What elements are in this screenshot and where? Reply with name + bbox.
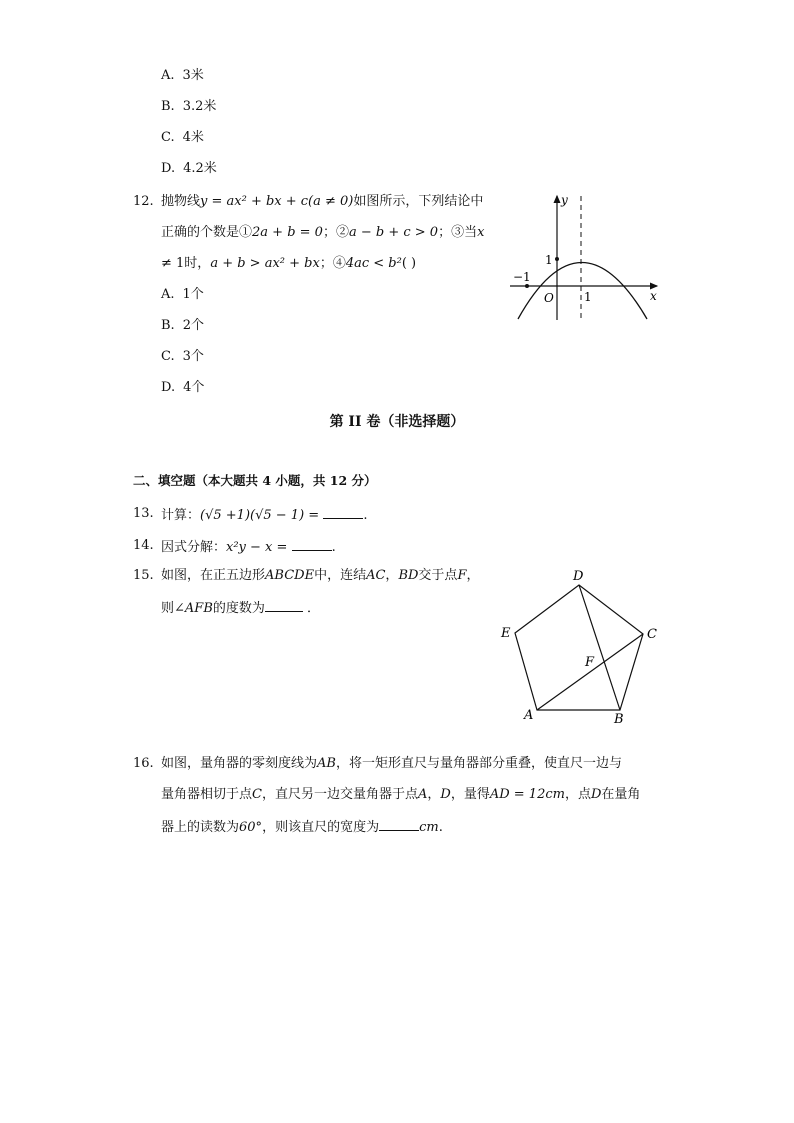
section-2-heading: 二、填空题（本大题共 4 小题，共 12 分） [133, 473, 377, 488]
q16-answer-blank [379, 817, 419, 831]
q12-line-1: 抛物线y = ax² + bx + c(a ≠ 0)如图所示，下列结论中 [161, 194, 484, 209]
label-y-one: 1 [545, 253, 553, 267]
q13-number: 13. [133, 506, 154, 521]
q14-number: 14. [133, 538, 154, 553]
q11-option-b: B. 3.2米 [161, 99, 217, 114]
q12-option-c: C. 3个 [161, 349, 204, 364]
q12-option-b: B. 2个 [161, 318, 204, 333]
diagonal-bd [579, 585, 620, 710]
q15-number: 15. [133, 568, 154, 583]
q11-option-a: A. 3米 [161, 68, 204, 83]
q15-line-1: 如图，在正五边形ABCDE中，连结AC，BD交于点F， [161, 568, 480, 583]
q11-option-c: C. 4米 [161, 130, 204, 145]
vertex-label-a: A [524, 708, 534, 723]
q12-option-d: D. 4个 [161, 380, 205, 395]
point-label-f: F [585, 655, 595, 670]
label-y: y [561, 193, 568, 207]
q16-line-3: 器上的读数为60°，则该直尺的宽度为 cm. [161, 817, 443, 837]
label-x: x [650, 289, 657, 303]
label-x-one: 1 [584, 290, 592, 304]
label-neg-one: −1 [513, 270, 531, 284]
q15-answer-blank [265, 598, 303, 612]
vertex-label-d: D [573, 569, 584, 584]
q12-line-3: ≠ 1时，a + b > ax² + bx；④4ac < b²( ) [161, 256, 417, 271]
vertex-label-b: B [614, 712, 624, 727]
q12-line-2: 正确的个数是①2a + b = 0；②a − b + c > 0；③当x [161, 225, 485, 240]
q13-answer-blank [323, 505, 363, 519]
point-y-one [555, 257, 559, 261]
parabola-curve [518, 263, 647, 320]
q12-option-a: A. 1个 [161, 287, 204, 302]
q15-line-2: 则∠AFB的度数为 ． [161, 598, 320, 618]
q12-number: 12. [133, 194, 154, 209]
q14-text: 因式分解：x²y − x = . [161, 537, 336, 557]
q14-answer-blank [292, 537, 332, 551]
q13-text: 计算：(√5 +1)(√5 − 1) = . [161, 505, 367, 525]
q15-pentagon-figure [495, 565, 670, 730]
q12-parabola-graph [505, 190, 670, 325]
vertex-label-c: C [647, 627, 657, 642]
part-2-title: 第 II 卷（非选择题） [329, 414, 465, 430]
label-origin: O [544, 291, 554, 305]
q16-line-1: 如图，量角器的零刻度线为AB，将一矩形直尺与量角器部分重叠，使直尺一边与 [161, 756, 622, 771]
diagonal-ac [537, 634, 643, 710]
q16-number: 16. [133, 756, 154, 771]
q16-line-2: 量角器相切于点C，直尺另一边交量角器于点A，D，量得AD = 12cm，点D在量角 [161, 787, 641, 802]
q11-option-d: D. 4.2米 [161, 161, 217, 176]
vertex-label-e: E [501, 626, 511, 641]
point-neg-one [525, 284, 529, 288]
